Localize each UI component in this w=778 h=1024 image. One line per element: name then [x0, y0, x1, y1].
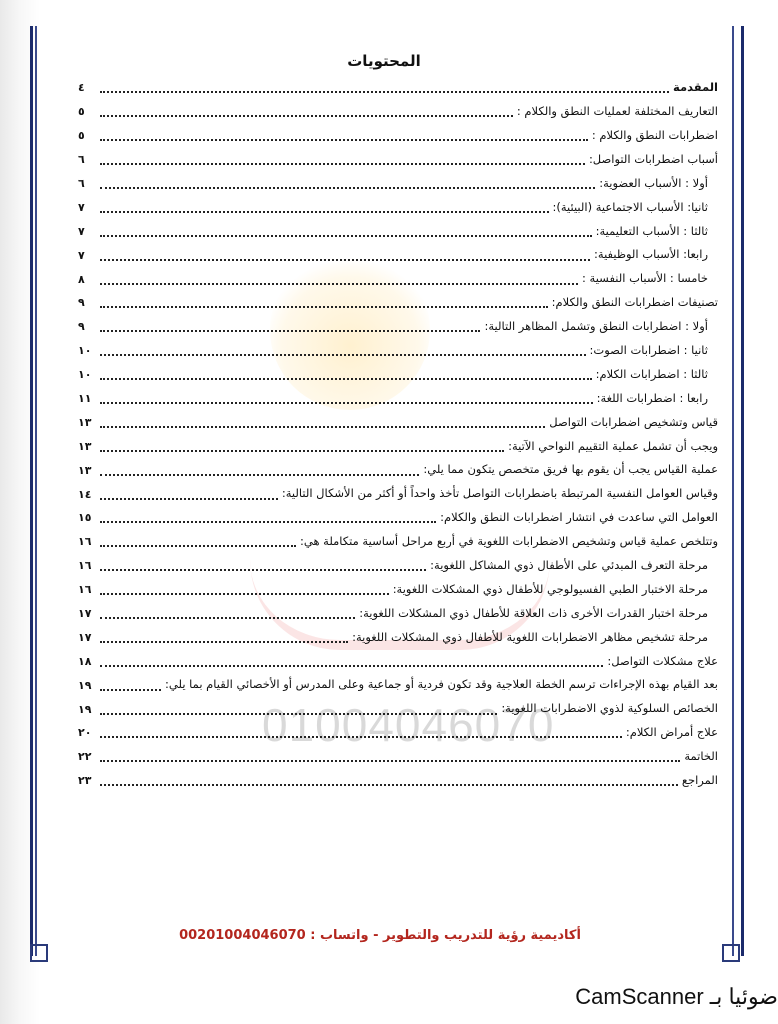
toc-entry-label: أولا : الأسباب العضوية:	[599, 175, 708, 190]
toc-leader-dots	[100, 783, 678, 786]
toc-entry-label: العوامل التي ساعدت في انتشار اضطرابات النطق والكلام:	[440, 510, 718, 525]
toc-entry-page-number: ١٧	[78, 630, 92, 644]
toc-entry	[78, 410, 718, 434]
toc-entry-label: اضطرابات النطق والكلام :	[591, 127, 718, 142]
toc-entry-page-number: ١٨	[78, 654, 92, 668]
footer-academy-contact: أكاديمية رؤية للتدريب والتطوير - واتساب : 00201004046070	[179, 928, 581, 943]
toc-entry-label: مرحلة التعرف المبدئي على الأطفال ذوي المشاكل اللغوية:	[430, 558, 708, 572]
corner-ornament-right	[722, 944, 740, 962]
toc-entry-label: ثانيا : اضطرابات الصوت:	[589, 342, 708, 357]
toc-leader-dots	[100, 401, 593, 404]
toc-entry	[78, 387, 718, 411]
toc-entry-label: أسباب اضطرابات التواصل:	[588, 151, 718, 166]
toc-leader-dots	[100, 568, 426, 571]
toc-entry-page-number: ١١	[78, 392, 92, 406]
toc-entry	[78, 697, 718, 721]
toc-entry-page-number: ٥	[78, 105, 85, 119]
toc-leader-dots	[100, 353, 586, 356]
toc-entry-label: قياس وتشخيص اضطرابات التواصل	[549, 414, 718, 429]
toc-entry-label: ثالثا : الأسباب التعليمية:	[595, 223, 708, 238]
toc-leader-dots	[100, 640, 348, 643]
toc-leader-dots	[100, 473, 419, 476]
toc-entry-label: رابعا: الأسباب الوظيفية:	[594, 247, 708, 262]
toc-entry-page-number: ١٠	[78, 368, 92, 382]
toc-leader-dots	[100, 90, 669, 93]
page-title: المحتويات	[347, 52, 421, 70]
toc-entry-label: مرحلة الاختبار الطبي الفسيولوجي للأطفال ذوي المشكلات اللغوية:	[392, 581, 708, 596]
toc-leader-dots	[100, 138, 588, 141]
toc-leader-dots	[100, 305, 548, 308]
toc-entry-page-number: ١٤	[78, 487, 92, 501]
toc-entry-page-number: ١٩	[78, 702, 92, 716]
toc-entry-label: الخصائص السلوكية لذوي الاضطرابات اللغوية:	[501, 701, 718, 716]
toc-entry-label: تصنيفات اضطرابات النطق والكلام:	[551, 295, 718, 310]
toc-entry	[78, 578, 718, 602]
toc-entry	[78, 339, 718, 363]
toc-leader-dots	[100, 544, 296, 547]
toc-entry	[78, 195, 718, 219]
toc-leader-dots	[100, 497, 278, 500]
toc-leader-dots	[100, 592, 389, 595]
toc-entry-page-number: ١٦	[78, 535, 92, 549]
toc-entry	[78, 458, 718, 482]
toc-entry	[78, 649, 718, 673]
toc-leader-dots	[100, 759, 680, 762]
toc-entry-page-number: ١٣	[78, 463, 92, 477]
toc-entry-label: خامسا : الأسباب النفسية :	[582, 271, 708, 286]
toc-entry	[78, 76, 718, 100]
toc-entry-label: المراجع	[681, 773, 718, 788]
toc-entry-page-number: ١٠	[78, 344, 92, 358]
toc-entry-page-number: ١٥	[78, 511, 92, 525]
toc-leader-dots	[100, 712, 497, 715]
toc-entry	[78, 554, 718, 578]
toc-entry	[78, 673, 718, 697]
toc-entry	[78, 243, 718, 267]
toc-entry-label: رابعا : اضطرابات اللغة:	[596, 390, 708, 405]
toc-entry-page-number: ١٣	[78, 415, 92, 429]
toc-leader-dots	[100, 688, 161, 691]
toc-entry	[78, 482, 718, 506]
toc-leader-dots	[100, 234, 592, 237]
toc-entry	[78, 100, 718, 124]
toc-entry-label: مرحلة اختبار القدرات الأخرى ذات العلاقة للأطفال ذوي المشكلات اللغوية:	[359, 605, 708, 620]
toc-leader-dots	[100, 520, 436, 523]
table-of-contents	[78, 76, 718, 793]
toc-leader-dots	[100, 186, 595, 189]
toc-leader-dots	[100, 449, 504, 452]
toc-leader-dots	[100, 664, 603, 667]
toc-leader-dots	[100, 282, 578, 285]
corner-ornament-left	[30, 944, 48, 962]
toc-entry	[78, 721, 718, 745]
toc-leader-dots	[100, 329, 480, 332]
toc-entry	[78, 363, 718, 387]
toc-entry-label: وقياس العوامل النفسية المرتبطة باضطرابات التواصل تأخذ واحداً أو أكثر من الأشكال التالية:	[281, 486, 718, 501]
toc-entry-page-number: ٢٢	[78, 750, 92, 764]
page-border-inner-right	[732, 26, 734, 956]
toc-leader-dots	[100, 162, 585, 165]
toc-entry-page-number: ١٧	[78, 607, 92, 621]
toc-entry-label: وتتلخص عملية قياس وتشخيص الاضطرابات اللغوية في أربع مراحل أساسية متكاملة هي:	[299, 534, 718, 549]
toc-entry-label: مرحلة تشخيص مظاهر الاضطرابات اللغوية للأطفال ذوي المشكلات اللغوية:	[352, 629, 708, 644]
toc-entry-page-number: ٧	[78, 248, 85, 262]
toc-entry	[78, 745, 718, 769]
toc-entry-page-number: ٥	[78, 129, 85, 143]
toc-leader-dots	[100, 258, 590, 261]
toc-entry-label: ثالثا : اضطرابات الكلام:	[595, 366, 708, 381]
toc-leader-dots	[100, 210, 549, 213]
toc-entry-label: ثانيا: الأسباب الاجتماعية (البيئية):	[552, 199, 708, 214]
watermark-phone: 01004046070	[262, 699, 555, 751]
toc-entry-page-number: ١٣	[78, 439, 92, 453]
toc-entry-label: أولا : اضطرابات النطق وتشمل المظاهر التالية:	[484, 319, 708, 334]
toc-entry-page-number: ٩	[78, 320, 85, 334]
toc-entry-page-number: ٩	[78, 296, 85, 310]
toc-entry-page-number: ٤	[78, 81, 85, 95]
page-border-inner-left	[35, 26, 37, 956]
toc-entry-label: التعاريف المختلفة لعمليات النطق والكلام :	[516, 104, 718, 119]
toc-entry-page-number: ٧	[78, 200, 85, 214]
toc-entry-label: علاج أمراض الكلام:	[625, 725, 718, 740]
toc-entry	[78, 172, 718, 196]
toc-entry	[78, 506, 718, 530]
toc-entry-page-number: ١٩	[78, 678, 92, 692]
toc-entry	[78, 434, 718, 458]
toc-leader-dots	[100, 616, 355, 619]
toc-entry-label: عملية القياس يجب أن يقوم بها فريق متخصص يتكون مما يلي:	[423, 462, 718, 477]
toc-entry-label: الخاتمة	[684, 749, 718, 764]
toc-leader-dots	[100, 114, 513, 117]
toc-entry-page-number: ١٦	[78, 559, 92, 573]
toc-entry	[78, 530, 718, 554]
toc-entry	[78, 291, 718, 315]
toc-entry	[78, 219, 718, 243]
toc-entry-page-number: ٢٠	[78, 726, 92, 740]
toc-entry	[78, 315, 718, 339]
toc-entry-page-number: ١٦	[78, 583, 92, 597]
toc-entry	[78, 602, 718, 626]
toc-leader-dots	[100, 735, 622, 738]
toc-entry	[78, 148, 718, 172]
scanner-watermark: ضوئيا بـ CamScanner	[575, 984, 778, 1009]
toc-leader-dots	[100, 425, 545, 428]
toc-entry	[78, 124, 718, 148]
toc-entry-page-number: ٧	[78, 224, 85, 238]
toc-entry-label: بعد القيام بهذه الإجراءات ترسم الخطة العلاجية وقد تكون فردية أو جماعية وعلى المدرس أو الأخصائي القيام بما يلي:	[165, 677, 718, 692]
toc-entry-page-number: ٦	[78, 153, 85, 167]
toc-entry-page-number: ٢٣	[78, 774, 92, 788]
toc-entry	[78, 769, 718, 793]
toc-entry	[78, 625, 718, 649]
toc-entry-label: ويجب أن تشمل عملية التقييم النواحي الآتية:	[508, 438, 718, 453]
toc-entry-page-number: ٨	[78, 272, 85, 286]
toc-entry-label: علاج مشكلات التواصل:	[607, 653, 718, 668]
toc-entry	[78, 267, 718, 291]
toc-entry-label: المقدمة	[673, 80, 718, 95]
toc-entry-page-number: ٦	[78, 177, 85, 190]
toc-leader-dots	[100, 377, 592, 380]
